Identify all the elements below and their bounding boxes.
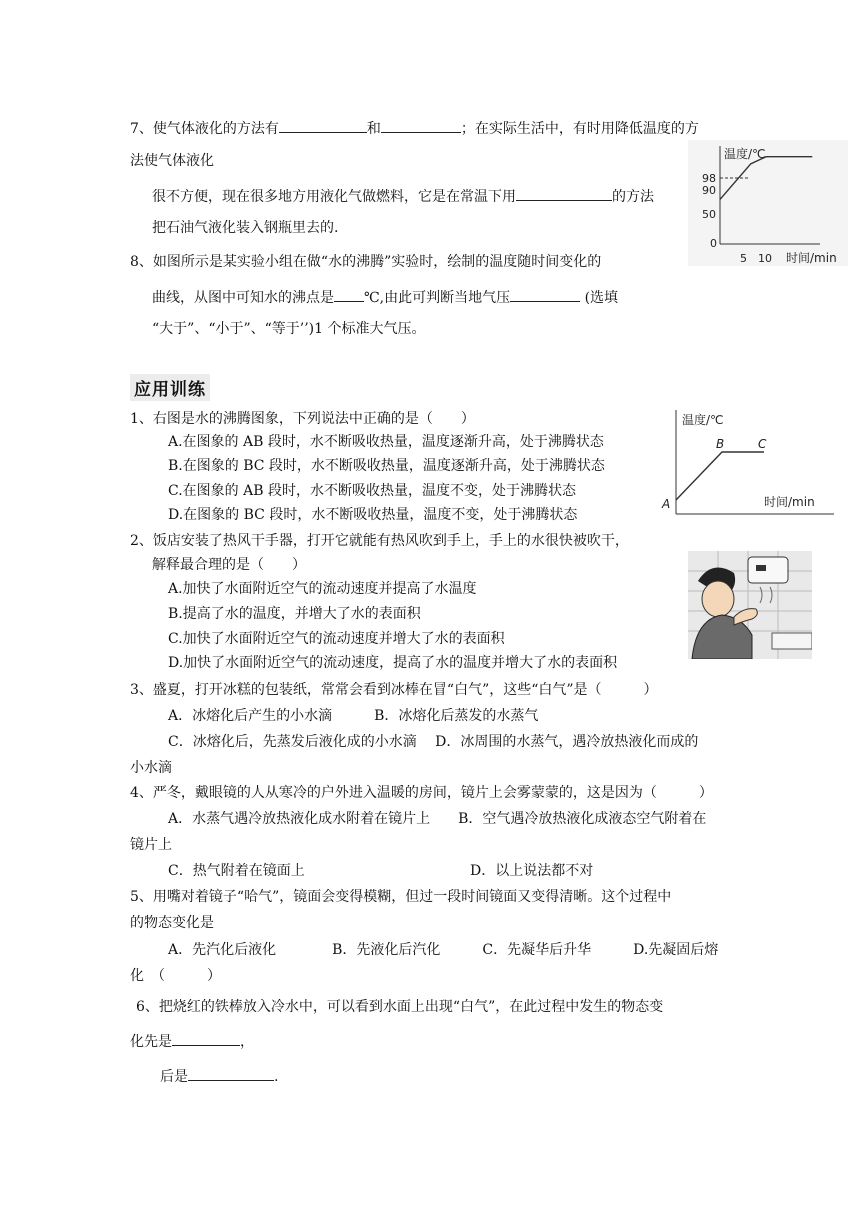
q7-line3: 很不方便，现在很多地方用液化气做燃料，它是在常温下用 的方法 — [152, 186, 654, 206]
a2-option-a[interactable]: A.加快了水面附近空气的流动速度并提高了水温度 — [168, 581, 477, 597]
a3-options-ab[interactable]: A．冰熔化后产生的小水滴 B．冰熔化后蒸发的水蒸气 — [168, 708, 539, 724]
a5-wrap: 化 （ ） — [130, 968, 221, 984]
a4-wrap: 镜片上 — [130, 837, 172, 853]
q8-line1: 8、如图所示是某实验小组在做“水的沸腾”实验时，绘制的温度随时间变化的 — [130, 254, 602, 270]
chart2-xlabel: 时间/min — [764, 495, 815, 509]
a6-line1: 6、把烧红的铁棒放入冷水中，可以看到水面上出现“白气”，在此过程中发生的物态变 — [136, 999, 664, 1015]
chart2-point-c: C — [758, 437, 767, 451]
a2-stem-2: 解释最合理的是（ ） — [152, 557, 306, 573]
a2-option-c[interactable]: C.加快了水面附近空气的流动速度并增大了水的表面积 — [168, 631, 505, 647]
section-title: 应用训练 — [130, 374, 210, 401]
a1-stem: 1、右图是水的沸腾图象，下列说法中正确的是（ ） — [130, 411, 475, 427]
chart1-xlabel: 时间/min — [786, 251, 837, 265]
q8-line3: “大于”、“小于”、“等于’’)1 个标准大气压。 — [152, 321, 426, 337]
chart1-ytick-50: 50 — [702, 208, 716, 221]
chart1-ytick-90: 90 — [702, 184, 716, 197]
a3-wrap: 小水滴 — [130, 760, 172, 776]
q7-blank-1[interactable] — [279, 118, 367, 133]
a4-option-c[interactable]: C．热气附着在镜面上 — [168, 863, 305, 879]
chart2-point-a: A — [662, 497, 671, 511]
q7-line2: 法使气体液化 — [130, 153, 214, 169]
a2-stem-1: 2、饭店安装了热风干手器，打开它就能有热风吹到手上，手上的水很快被吹干， — [130, 533, 629, 549]
q7-line1: 7、使气体液化的方法有 和 ；在实际生活中，有时用降低温度的方 — [130, 118, 699, 138]
q8-blank-2[interactable] — [510, 287, 580, 302]
a6-blank-2[interactable] — [188, 1066, 274, 1081]
boiling-chart-1 — [688, 140, 848, 266]
chart1-ytick-98: 98 — [702, 172, 716, 185]
q7-line4: 把石油气液化装入钢瓶里去的. — [152, 220, 339, 236]
a4-options-ab[interactable]: A．水蒸气遇冷放热液化成水附着在镜片上 B．空气遇冷放热液化成液态空气附着在 — [168, 811, 707, 827]
q7-blank-2[interactable] — [381, 118, 461, 133]
chart1-xtick-5: 5 — [740, 252, 747, 265]
a1-option-c[interactable]: C.在图象的 AB 段时，水不断吸收热量，温度不变，处于沸腾状态 — [168, 483, 576, 499]
a5-stem-1: 5、用嘴对着镜子“哈气”，镜面会变得模糊，但过一段时间镜面又变得清晰。这个过程中 — [130, 889, 672, 905]
chart1-ytick-0: 0 — [710, 237, 717, 250]
a1-option-b[interactable]: B.在图象的 BC 段时，水不断吸收热量，温度逐渐升高，处于沸腾状态 — [168, 458, 605, 474]
chart2-ylabel: 温度/℃ — [682, 413, 724, 427]
a5-stem-2: 的物态变化是 — [130, 915, 214, 931]
a3-stem: 3、盛夏，打开冰糕的包装纸，常常会看到冰棒在冒“白气”，这些“白气”是（ ） — [130, 682, 658, 698]
a1-option-d[interactable]: D.在图象的 BC 段时，水不断吸收热量，温度不变，处于沸腾状态 — [168, 507, 578, 523]
q8-blank-1[interactable] — [334, 287, 364, 302]
a6-blank-1[interactable] — [172, 1031, 240, 1046]
a6-line3: 后是 . — [160, 1066, 278, 1086]
q8-line2: 曲线，从图中可知水的沸点是 ℃,由此可判断当地气压 (选填 — [152, 287, 618, 307]
chart2-point-b: B — [716, 437, 725, 451]
hand-dryer-illustration — [688, 551, 812, 659]
dryer-unit — [748, 557, 788, 583]
a6-line2: 化先是 ， — [130, 1031, 254, 1051]
a5-options[interactable]: A．先汽化后液化 B．先液化后汽化 C．先凝华后升华 D.先凝固后熔 — [168, 942, 719, 958]
q7-blank-3[interactable] — [516, 186, 612, 201]
a4-stem: 4、严冬，戴眼镜的人从寒冷的户外进入温暖的房间，镜片上会雾蒙蒙的，这是因为（ ） — [130, 785, 713, 801]
chart2-series-line — [676, 452, 764, 500]
boiling-chart-2 — [658, 404, 838, 524]
a4-option-d[interactable]: D．以上说法都不对 — [470, 863, 594, 879]
chart1-ylabel: 温度/℃ — [724, 147, 766, 161]
a3-options-cd[interactable]: C．冰熔化后，先蒸发后液化成的小水滴 D．冰周围的水蒸气，遇冷放热液化而成的 — [168, 734, 699, 750]
a1-option-a[interactable]: A.在图象的 AB 段时，水不断吸收热量，温度逐渐升高，处于沸腾状态 — [168, 434, 604, 450]
a2-option-b[interactable]: B.提高了水的温度，并增大了水的表面积 — [168, 606, 421, 622]
chart1-xtick-10: 10 — [758, 252, 772, 265]
a2-option-d[interactable]: D.加快了水面附近空气的流动速度，提高了水的温度并增大了水的表面积 — [168, 655, 618, 671]
